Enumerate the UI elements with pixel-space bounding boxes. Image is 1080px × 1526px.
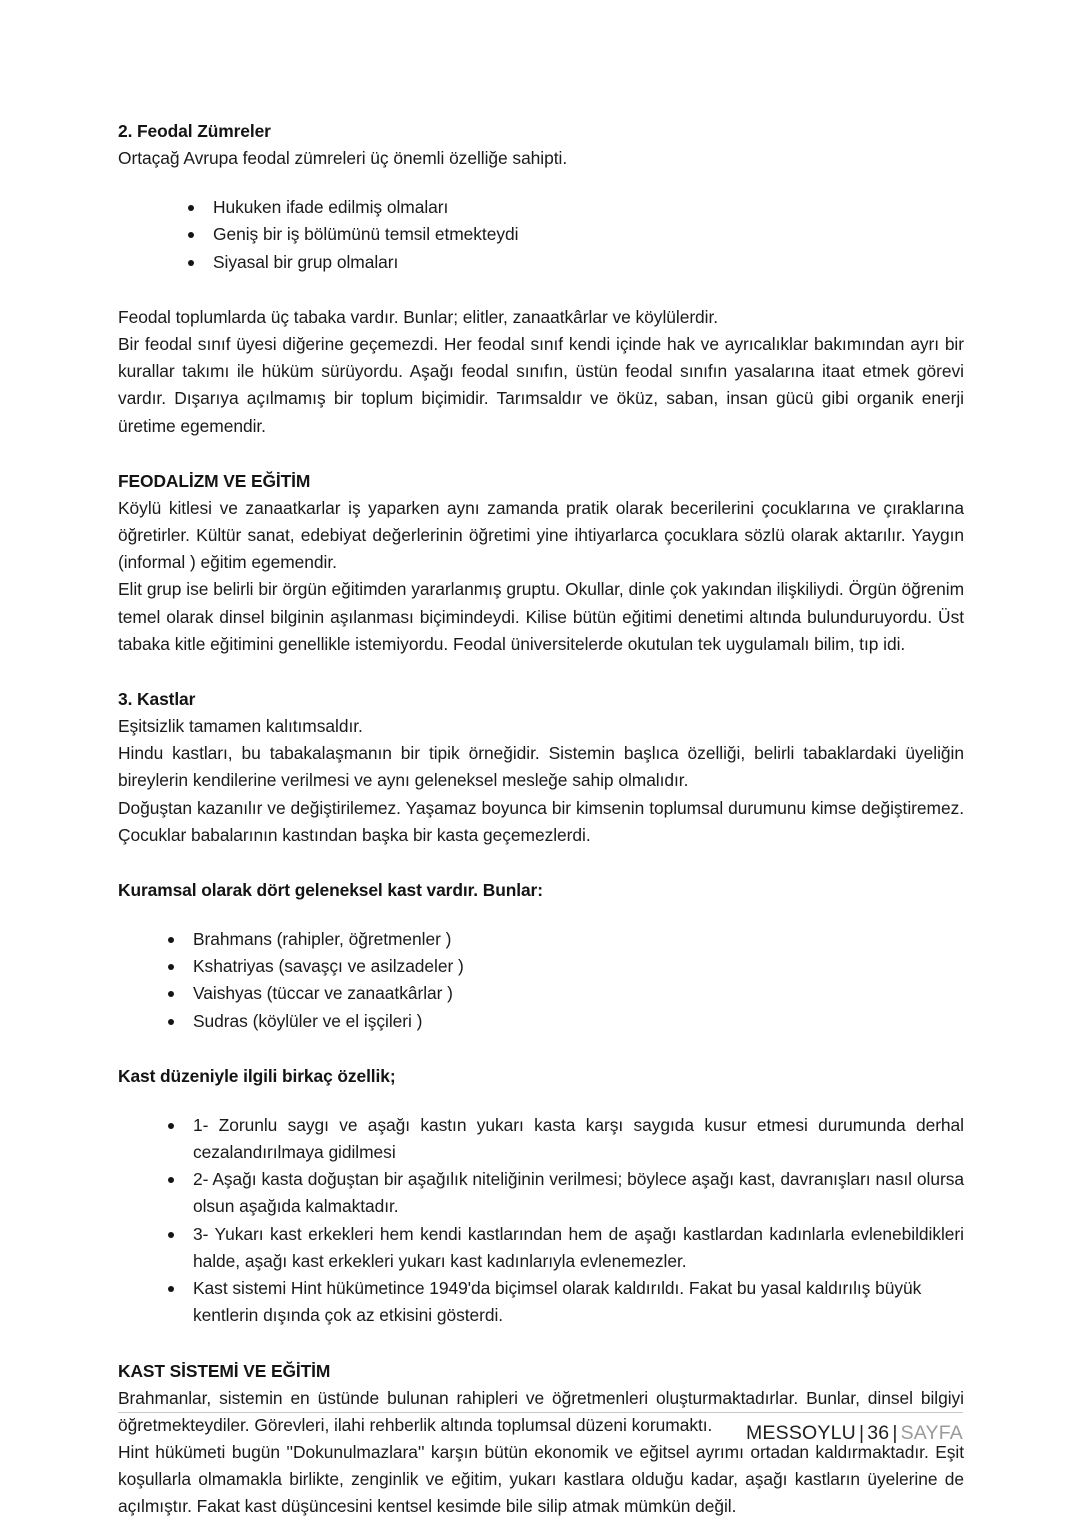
- list-item-text: Kshatriyas (savaşçı ve asilzadeler ): [193, 956, 464, 977]
- bullet-icon: [168, 1019, 174, 1025]
- footer-separator-left: |: [858, 1422, 865, 1444]
- spacer: [118, 1090, 964, 1112]
- heading-feodal-zumreler: 2. Feodal Zümreler: [118, 121, 271, 141]
- list-item-text: Hukuken ifade edilmiş olmaları: [213, 197, 449, 218]
- list-item-text: Geniş bir iş bölümünü temsil etmekteydi: [213, 224, 519, 245]
- list-item: [118, 926, 964, 953]
- footer-page-label: SAYFA: [900, 1422, 963, 1444]
- spacer: [118, 1035, 964, 1063]
- list-dort-kast: [118, 926, 964, 1035]
- page-footer: [118, 1412, 963, 1446]
- list-item: [118, 953, 964, 980]
- footer-separator-right: |: [892, 1422, 898, 1444]
- bullet-icon: [168, 1123, 174, 1129]
- footer-divider: [118, 1412, 963, 1413]
- list-item: [118, 980, 964, 1007]
- list-item-text: Sudras (köylüler ve el işçileri ): [193, 1010, 423, 1031]
- bullet-icon: [188, 205, 194, 211]
- paragraph-feodal-tabakalar: Feodal toplumlarda üç tabaka vardır. Bunlar; elitler, zanaatkârlar ve köylülerdir.: [118, 306, 719, 327]
- list-item-text: 1- Zorunlu saygı ve aşağı kastın yukarı kasta karşı saygıda kusur etmesi durumunda derhal cezalandırılmaya gidilmesi: [193, 1114, 964, 1163]
- bullet-icon: [188, 260, 194, 266]
- list-item: [118, 221, 964, 248]
- footer-author: MESSOYLU: [745, 1422, 856, 1444]
- bullet-icon: [168, 937, 174, 943]
- paragraph-kast-sistemi-1: Brahmanlar, sistemin en üstünde bulunan rahipleri ve öğretmenleri oluşturmaktadırlar. Bunlar, dinsel bilgiyi öğretmekteydiler. Görevleri, ilahi rehberlik altında toplumsal düzeni korumaktı.: [118, 1387, 964, 1435]
- page-content: [118, 118, 964, 1521]
- list-item-text: Kast sistemi Hint hükümetince 1949'da biçimsel olarak kaldırıldı. Fakat bu yasal kaldırılış büyük kentlerin dışında çok az etkisini gösterdi.: [193, 1278, 922, 1326]
- paragraph-feodal-zumreler-intro: Ortaçağ Avrupa feodal zümreleri üç önemli özelliğe sahipti.: [118, 148, 568, 168]
- heading-kast-sistemi-ve-egitim: KAST SİSTEMİ VE EĞİTİM: [118, 1360, 331, 1381]
- paragraph-kastlar-1: Eşitsizlik tamamen kalıtımsaldır.: [118, 716, 363, 737]
- paragraph-feodalizm-egitim-1: Köylü kitlesi ve zanaatkarlar iş yaparken aynı zamanda pratik olarak becerilerini çocuklarına ve çıraklarına öğretirler. Kültür sanat, edebiyat değerlerinin öğretimi yine ihtiyarlarca çocuklara sözlü olarak aktarılır. Yaygın (informal ) eğitim egemendir.: [118, 497, 964, 573]
- bullet-icon: [168, 964, 174, 970]
- spacer: [118, 904, 964, 926]
- bullet-icon: [168, 991, 174, 997]
- spacer: [118, 849, 964, 877]
- list-item: [118, 1221, 964, 1275]
- bullet-icon: [188, 232, 194, 238]
- bullet-icon: [168, 1286, 174, 1292]
- bullet-icon: [168, 1232, 174, 1238]
- bullet-icon: [168, 1177, 174, 1183]
- spacer: [118, 658, 964, 686]
- paragraph-feodalizm-egitim-2: Elit grup ise belirli bir örgün eğitimden yararlanmış gruptu. Okullar, dinle çok yakından ilişkiliydi. Örgün öğrenim temel olarak dinsel bilginin aşılanması biçimindeydi. Kilise bütün eğitimi denetimi altında bulunduruyordu. Üst tabaka kitle eğitimini genellikle istemiyordu. Feodal üniversitelerde okutulan tek uygulamalı bilim, tıp idi.: [118, 579, 964, 654]
- list-item: [118, 249, 964, 276]
- list-item: [118, 1008, 964, 1035]
- list-item-text: Siyasal bir grup olmaları: [213, 251, 399, 272]
- heading-feodalizm-ve-egitim: FEODALİZM VE EĞİTİM: [118, 470, 311, 491]
- list-kast-ozellikler: [118, 1112, 964, 1330]
- list-item: [118, 1112, 964, 1166]
- spacer: [118, 1330, 964, 1358]
- footer-text: [118, 1420, 963, 1446]
- list-item-text: Brahmans (rahipler, öğretmenler ): [193, 929, 452, 950]
- heading-kastlar: 3. Kastlar: [118, 689, 196, 710]
- paragraph-kastlar-3: Doğuştan kazanılır ve değiştirilemez. Yaşamaz boyunca bir kimsenin toplumsal durumunu kimse değiştiremez. Çocuklar babalarının kastından başka bir kasta geçemezlerdi.: [118, 797, 964, 845]
- list-item: [118, 194, 964, 221]
- list-item-text: Vaishyas (tüccar ve zanaatkârlar ): [193, 983, 453, 1004]
- footer-page-number: 36: [867, 1422, 890, 1444]
- spacer: [118, 172, 964, 194]
- paragraph-feodal-sinif: Bir feodal sınıf üyesi diğerine geçemezdi. Her feodal sınıf kendi içinde hak ve ayrıcalıklar bakımından ayrı bir kurallar takımı ile hüküm sürüyordu. Aşağı feodal sınıfın, üstün feodal sınıfın yasalarına itaat etmek görevi vardır. Dışarıya açılmamış bir toplum biçimidir. Tarımsaldır ve öküz, saban, insan gücü gibi organik enerji üretime egemendir.: [118, 334, 964, 436]
- paragraph-kast-sistemi-2: Hint hükümeti bugün ''Dokunulmazlara'' karşın bütün ekonomik ve eğitsel ayrımı ortadan kaldırmaktadır. Eşit koşullarla olmamakla birlikte, zenginlik ve eğitim, yukarı kastlara olduğu kadar, aşağı kastların üyelerine de açılmıştır. Fakat kast düşüncesini kentsel kesimde bile silip atmak mümkün değil.: [118, 1441, 964, 1517]
- list-feodal-ozellikler: [118, 194, 964, 276]
- list-item-text: 3- Yukarı kast erkekleri hem kendi kastlarından hem de aşağı kastlardan kadınlarla evlenebildikleri halde, aşağı kast erkekleri yukarı kast kadınlarıyla evlenemezler.: [193, 1223, 964, 1271]
- paragraph-kastlar-2: Hindu kastları, bu tabakalaşmanın bir tipik örneğidir. Sistemin başlıca özelliği, belirli tabaklardaki üyeliğin bireylerin kendilerine verilmesi ve aynı geleneksel mesleğe sahip olmalıdır.: [118, 743, 964, 791]
- heading-dort-kast: Kuramsal olarak dört geleneksel kast vardır. Bunlar:: [118, 880, 543, 901]
- list-item: [118, 1275, 964, 1329]
- heading-kast-duzeni: Kast düzeniyle ilgili birkaç özellik;: [118, 1065, 396, 1086]
- spacer: [118, 276, 964, 304]
- spacer: [118, 440, 964, 468]
- list-item-text: 2- Aşağı kasta doğuştan bir aşağılık niteliğinin verilmesi; böylece aşağı kast, davranışları nasıl olursa olsun aşağıda kalmaktadır.: [193, 1169, 964, 1217]
- list-item: [118, 1166, 964, 1220]
